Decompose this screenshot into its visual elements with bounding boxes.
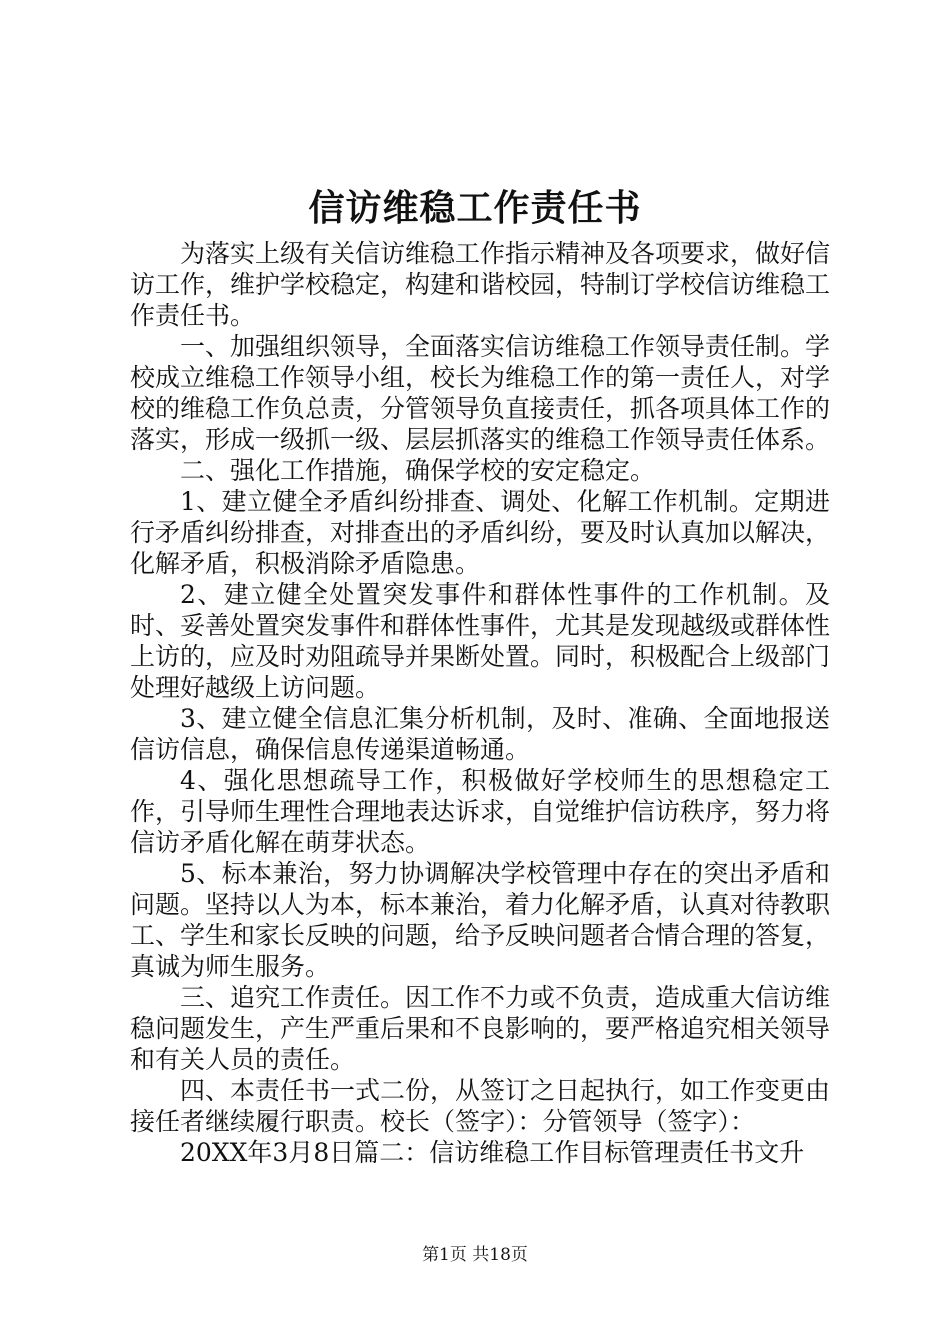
paragraph-date: 20XX年3月8日篇二：信访维稳工作目标管理责任书文升 [180, 1138, 805, 1167]
paragraph-item-3: 3、建立健全信息汇集分析机制，及时、准确、全面地报送信访信息，确保信息传递渠道畅通。 [130, 704, 830, 764]
document-body [130, 238, 830, 1168]
document-title: 信访维稳工作责任书 [308, 187, 642, 229]
paragraph-intro: 为落实上级有关信访维稳工作指示精神及各项要求，做好信访工作，维护学校稳定，构建和谐校园，特制订学校信访维稳工作责任书。 [130, 239, 831, 330]
page-number-footer: 第1页 共18页 [422, 1245, 528, 1265]
paragraph-item-4: 4、强化思想疏导工作，积极做好学校师生的思想稳定工作，引导师生理性合理地表达诉求，自觉维护信访秩序，努力将信访矛盾化解在萌芽状态。 [130, 766, 831, 857]
paragraph-section-2: 二、强化工作措施，确保学校的安定稳定。 [180, 456, 656, 485]
paragraph-item-1: 1、建立健全矛盾纠纷排查、调处、化解工作机制。定期进行矛盾纠纷排查，对排查出的矛盾纠纷，要及时认真加以解决，化解矛盾，积极消除矛盾隐患。 [130, 487, 831, 578]
paragraph-section-1: 一、加强组织领导，全面落实信访维稳工作领导责任制。学校成立维稳工作领导小组，校长为维稳工作的第一责任人，对学校的维稳工作负总责，分管领导负直接责任，抓各项具体工作的落实，形成一级抓一级、层层抓落实的维稳工作领导责任体系。 [130, 332, 831, 454]
paragraph-item-5: 5、标本兼治，努力协调解决学校管理中存在的突出矛盾和问题。坚持以人为本，标本兼治，着力化解矛盾，认真对待教职工、学生和家长反映的问题，给予反映问题者合情合理的答复，真诚为师生服务。 [130, 859, 831, 981]
paragraph-section-3: 三、追究工作责任。因工作不力或不负责，造成重大信访维稳问题发生，产生严重后果和不良影响的，要严格追究相关领导和有关人员的责任。 [130, 983, 831, 1074]
paragraph-item-2: 2、建立健全处置突发事件和群体性事件的工作机制。及时、妥善处置突发事件和群体性事件，尤其是发现越级或群体性上访的，应及时劝阻疏导并果断处置。同时，积极配合上级部门处理好越级上访问题。 [130, 580, 831, 702]
paragraph-section-4: 四、本责任书一式二份，从签订之日起执行，如工作变更由接任者继续履行职责。校长（签字）：分管领导（签字）： [130, 1076, 831, 1136]
